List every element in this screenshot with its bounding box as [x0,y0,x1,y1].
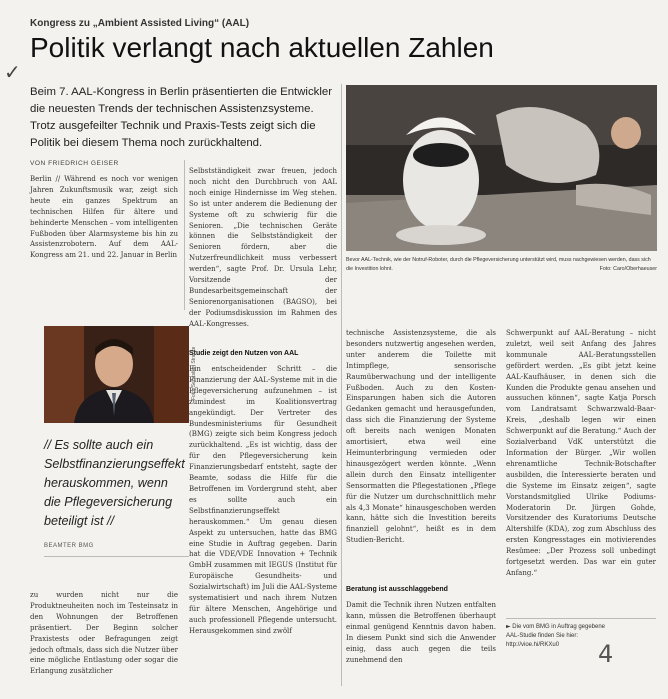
col2-top-text: Selbstständigkeit zwar freuen, jedoch noch nicht den Durchbruch von AAL noch einige Hindernisse im Weg stehen. So ist unter anderem die Bedienung der Systeme oft zu schwierig für die Senioren. „Die technischen Geräte können die Selbstständigkeit der Senioren fördern, aber die Nutzerfreundlichkeit muss verbessert werden“, sagte Prof. Dr. Ursula Lehr, Vorsitzende der Bundesarbeitsgemeinschaft der Seniorenorganisationen (BAGSO), bei der Podiumsdiskussion im Rahmen des AAL-Kongresses. [189,167,337,328]
col3-body-text: technische Assistenzsysteme, die als besonders nutzwertig angesehen werden, unter anderem die Toilette mit Intimpflege, sensorische Raumüberwachung und der intelligente Fußboden. Auch zu den Kosten-Einsparungen haben sich die Autoren Gedanken gemacht und herausgefunden, dass sich die Finanzierung der Systeme oft bereits nach wenigen Monaten amortisiert, etwa weil eine Heimunterbringung vermieden oder hinausgezögert werden könnte. „Wenn allein durch den Einsatz intelligenter Sensormatten die Pflegestationen „Pflege für die Nutzer um durchschnittlich mehr als 4,3 Monate“ hinausgeschoben werden kann, hätte sich die Investition bereits finanziell gelohnt“, heißt es in dem Studien-Bericht. [346,329,496,545]
pull-quote: // Es sollte auch ein Selbstfinanzierungseffekt herauskommen, wenn die Pflegeversicherung beteiligt ist // [44,438,185,528]
col1-bottom-text: zu wurden nicht nur die Produktneuheiten noch im Testeinsatz in den Wohnungen der Betroffenen präsentiert. Der Beginn solcher Praxistests oder Befragungen zeigt jedoch oftmals, dass sich die Nutzer über eine mögliche Entlastung oder sogar die Erlangung zusätzlicher [30,591,178,676]
col3-end-text: Damit die Technik ihren Nutzen entfalten kann, müssen die Betroffenen überhaupt einmal genügend Kenntnis davon haben. In diesem Punkt sind sich die Anwender einig, dass auch gegen die teils zunehmend den [346,601,496,664]
link-rule [506,618,656,619]
lead-paragraph: Beim 7. AAL-Kongress in Berlin präsentierten die Entwickler die neuesten Trends der technischen Assistenzsysteme. Trotz ausgefeilter Technik und Praxis-Tests zeigt sich die Politik bei diesem Thema noch zurückhaltend. [30,86,332,149]
robot-photo [346,85,657,251]
page-title: Politik verlangt nach aktuellen Zahlen [30,32,494,63]
subheading-study: Studie zeigt den Nutzen von AAL [189,350,299,357]
portrait-credit: Foto: Sebastian Stracke [191,346,197,400]
col2-body-text: Ein entscheidender Schritt – die Finanzierung der AAL-Systeme mit in die Pflegeversicherung aufzunehmen – ist zumindest im Koalitionsvertrag angekündigt. Der Vertreter des Bundesministeriums für Gesundheit (BMG) zeigte sich beim Kongress jedoch zurückhaltend. „Es ist wichtig, dass der für den Pflegeversicherung kein Finanzierungsbedarf entsteht, sagte der Beamte, sodass die Hilfe für die Betroffenen im Vordergrund steht, aber es sollte auch ein Selbstfinanzierungseffekt herauskommen.“ Um genau diesen Aspekt zu untersuchen, hatte das BMG eine Studie in Auftrag gegeben. Darin hat die VDE/VDE Innovation + Technik GmbH zusammen mit IEGUS (Institut für Europäische Gesundheits- und Sozialwirtschaft) im Juli die AAL-Systeme systematisiert und nach ihrem Nutzen für ältere Menschen, Angehörige und auch professionell Pflegende untersucht. Herausgekommen sind zwölf [189,365,337,635]
subheading-advice: Beratung ist ausschlaggebend [346,586,448,593]
photo-credit: Foto: Caro/Oberhaeuser [599,266,657,272]
robot-image [346,85,657,251]
photo-caption-text: Bevor AAL-Technik, wie der Notruf-Roboter, durch die Pflegeversicherung unterstützt wird, muss nachgewiesen werden, dass sich die Investition lohnt. [346,257,651,272]
kicker: Kongress zu „Ambient Assisted Living“ (AAL) [30,18,250,29]
portrait-image [44,326,189,423]
pen-checkmark: ✓ [4,60,21,84]
photo-caption [346,256,657,274]
page-number: 4 [598,640,614,668]
study-link-text: Die vom BMG in Auftrag gegebene AAL-Studie finden Sie hier: [506,624,606,639]
portrait-photo [44,326,189,423]
arrow-icon: ► [506,623,511,630]
author-byline: VON FRIEDRICH GEISER [30,160,119,167]
col4-body-text: Schwerpunkt auf AAL-Beratung – nicht zuletzt, weil seit Anfang des Jahres kommunale AAL-Beratungsstellen gefördert werden. „Es gibt jetzt keine AAL-Kaufhäuser, in denen sich die Kunden die Produkte genau ansehen und aussuchen können“, sagte Katja Porsch vom Landratsamt Schwarzwald-Baar-Kreis, „deshalb legen wir einen Schwerpunkt auf die Beratung.“ Auch der Sozialverband VdK unterstützt die Information der Bürger. „Wir wollen ehrenamtliche Technik-Botschafter ausbilden, die Interessierte beraten und die Systeme im Einsatz zeigen“, sagte Vorstandsmitglied Ulrike Podiums-Moderatorin Dr. Jürgen Gohde, Vorsitzender des Kuratoriums Deutsche Altershilfe (KDA), zog zum Abschluss des ersten Kongresstages ein motivierendes Resümee: „Der Prozess soll unbedingt fortgesetzt werden. Das war ein guter Anfang.“ [506,329,656,577]
pull-quote-attribution: BEAMTER BMG [44,543,94,549]
column-rule [341,84,342,686]
col1-top-text: Berlin // Während es noch vor wenigen Jahren Zukunftsmusik war, zeigt sich heute ein ganzes Spektrum an technischen Hilfen für ältere und behinderte Menschen – vom intelligenten Fußboden über Alarmsysteme bis hin zu Assistenzrobotern. Auf dem AAL-Kongress am 21. und 22. Januar in Berlin [30,175,178,260]
pull-quote-rule [44,556,189,557]
study-link-box [506,622,606,650]
study-link-url[interactable]: http://vioe.hi/RKXu0 [506,642,560,648]
column-rule [184,160,185,310]
